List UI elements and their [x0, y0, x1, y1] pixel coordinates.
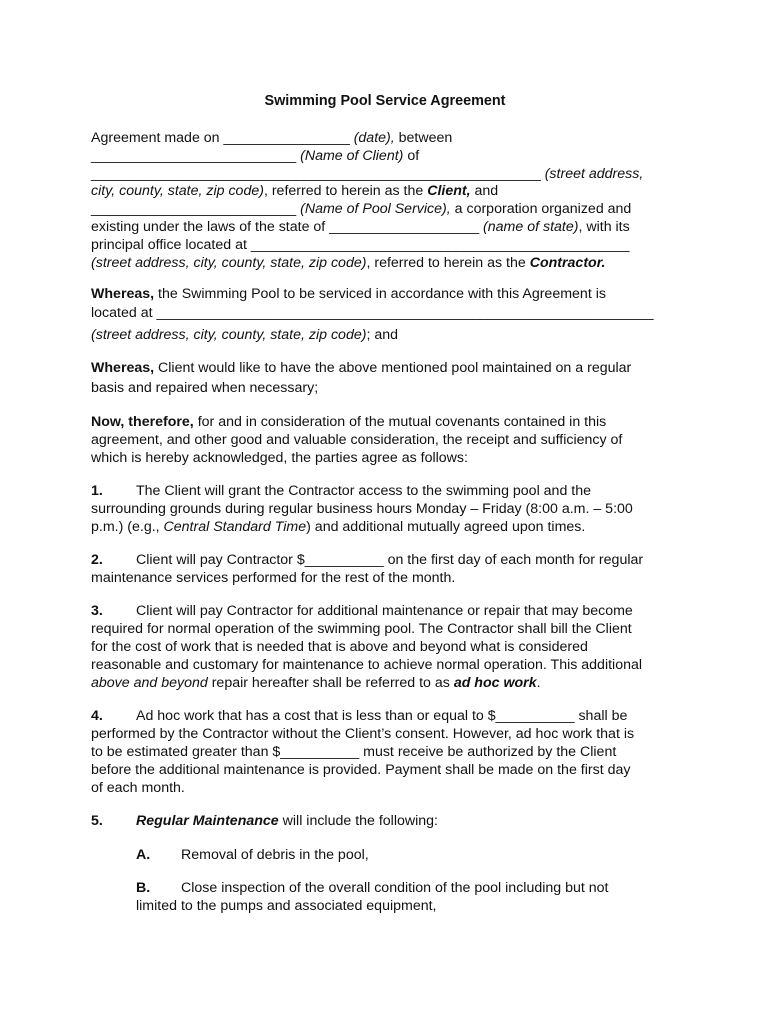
text-run: .: [536, 675, 541, 691]
text-run: p.m.) (e.g.,: [91, 519, 164, 535]
text-run: ) and additional mutually agreed upon times.: [306, 519, 586, 535]
subitem-a-letter: A.: [136, 847, 151, 863]
whereas2-line-1: [91, 359, 631, 377]
text-run: Whereas,: [91, 286, 155, 302]
text-run: and: [470, 183, 499, 199]
now-line-3: [91, 449, 468, 467]
clause-4-line-3: [91, 743, 616, 761]
clause-3-line-5: [91, 674, 541, 692]
text-run: (street address, city, county, state, zip code): [91, 327, 367, 343]
clause-4-number: 4.: [91, 708, 103, 724]
clause-5-number: 5.: [91, 813, 103, 829]
text-run: principal office located at ________________________________________________: [91, 237, 630, 253]
clause-1-line-1: [136, 482, 591, 500]
text-run: the Swimming Pool to be serviced in accordance with this Agreement is: [154, 286, 606, 302]
text-run: , referred to herein as the: [366, 255, 530, 271]
text-run: which is hereby acknowledged, the parties agree as follows:: [91, 450, 468, 466]
clause-3-line-4: [91, 656, 642, 674]
text-run: (name of state): [483, 219, 579, 235]
text-run: before the additional maintenance is provided. Payment shall be made on the first day: [91, 762, 631, 778]
whereas1-line-1: [91, 285, 606, 303]
clause-1-number: 1.: [91, 483, 103, 499]
subitem-a-text: Removal of debris in the pool,: [181, 847, 369, 863]
text-run: basis and repaired when necessary;: [91, 380, 319, 396]
text-run: Regular Maintenance: [136, 813, 279, 829]
clause-4-line-5: [91, 779, 185, 797]
clause-3-line-1: [136, 602, 633, 620]
intro-line-2: [91, 147, 419, 165]
clause-2-line-1: [136, 551, 643, 569]
intro-line-6: [91, 218, 630, 236]
text-run: ad hoc work: [453, 675, 537, 691]
text-run: Client will pay Contractor for additional maintenance or repair that may become: [136, 603, 633, 619]
text-run: existing under the laws of the state of ___________________: [91, 219, 484, 235]
clause-4-line-4: [91, 761, 630, 779]
text-run: _________________________________________________________: [91, 166, 545, 182]
text-run: of each month.: [91, 780, 185, 796]
clause-3-number: 3.: [91, 603, 103, 619]
text-run: a corporation organized and: [450, 201, 632, 217]
text-run: Client would like to have the above mentioned pool maintained on a regular: [154, 360, 632, 376]
text-run: (Name of Client): [300, 148, 404, 164]
text-run: Agreement made on ________________: [91, 130, 354, 146]
subitem-b-text-line-2: [136, 897, 436, 915]
intro-line-4: [91, 182, 498, 200]
whereas2-line-2: [91, 379, 318, 397]
whereas1-line-3: [91, 326, 398, 344]
now-line-2: [91, 431, 622, 449]
text-run: (street address, city, county, state, zip code): [91, 255, 367, 271]
text-run: agreement, and other good and valuable consideration, the receipt and sufficiency of: [91, 432, 623, 448]
text-run: located at _______________________________________________________________: [91, 305, 654, 321]
text-run: Now, therefore,: [91, 414, 194, 430]
clause-1-line-2: [91, 500, 633, 518]
text-run: will include the following:: [278, 813, 439, 829]
intro-line-7: [91, 236, 630, 254]
text-run: , with its: [578, 219, 630, 235]
text-run: The Client will grant the Contractor access to the swimming pool and the: [136, 483, 592, 499]
text-run: Client will pay Contractor $__________ on the first day of each month for regular: [136, 552, 644, 568]
text-run: (date),: [353, 130, 395, 146]
text-run: __________________________: [91, 201, 301, 217]
clause-4-line-1: [136, 707, 627, 725]
document-title: Swimming Pool Service Agreement: [264, 93, 506, 109]
text-run: (Name of Pool Service),: [300, 201, 451, 217]
now-line-1: [91, 413, 606, 431]
text-run: Central Standard Time: [163, 519, 307, 535]
text-run: above and beyond: [91, 675, 208, 691]
text-run: performed by the Contractor without the Client’s consent. However, ad hoc work that is: [91, 726, 635, 742]
text-run: maintenance services performed for the rest of the month.: [91, 570, 456, 586]
clause-3-line-3: [91, 638, 588, 656]
text-run: ; and: [366, 327, 399, 343]
text-run: to be estimated greater than $__________ must receive be authorized by the Client: [91, 744, 617, 760]
clause-2-line-2: [91, 569, 455, 587]
text-run: required for normal operation of the swimming pool. The Contractor shall bill the Client: [91, 621, 632, 637]
intro-line-8: [91, 254, 605, 272]
clause-3-line-2: [91, 620, 632, 638]
text-run: Client,: [427, 183, 471, 199]
text-run: surrounding grounds during regular business hours Monday – Friday (8:00 a.m. – 5:00: [91, 501, 633, 517]
clause-1-line-3: [91, 518, 585, 536]
text-run: repair hereafter shall be referred to as: [207, 675, 454, 691]
text-run: reasonable and customary for maintenance to achieve normal operation. This additional: [91, 657, 643, 673]
text-run: Whereas,: [91, 360, 155, 376]
subitem-b-letter: B.: [136, 880, 151, 896]
intro-line-1: [91, 129, 452, 147]
text-run: , referred to herein as the: [263, 183, 428, 199]
text-run: for the cost of work that is needed that is above and beyond what is considered: [91, 639, 588, 655]
text-run: Ad hoc work that has a cost that is less than or equal to $__________ shall be: [136, 708, 628, 724]
text-run: (street address,: [544, 166, 644, 182]
intro-line-5: [91, 200, 631, 218]
intro-line-3: [91, 165, 643, 183]
clause-2-number: 2.: [91, 552, 103, 568]
text-run: for and in consideration of the mutual covenants contained in this: [193, 414, 607, 430]
text-run: __________________________: [91, 148, 301, 164]
text-run: limited to the pumps and associated equipment,: [136, 898, 437, 914]
whereas1-line-2: [91, 304, 654, 322]
text-run: of: [403, 148, 420, 164]
text-run: Contractor.: [529, 255, 606, 271]
text-run: city, county, state, zip code): [91, 183, 264, 199]
text-run: between: [394, 130, 453, 146]
subitem-b-text-line-1: Close inspection of the overall condition of the pool including but not: [181, 880, 609, 896]
clause-5-line-1: [136, 812, 438, 830]
clause-4-line-2: [91, 725, 634, 743]
